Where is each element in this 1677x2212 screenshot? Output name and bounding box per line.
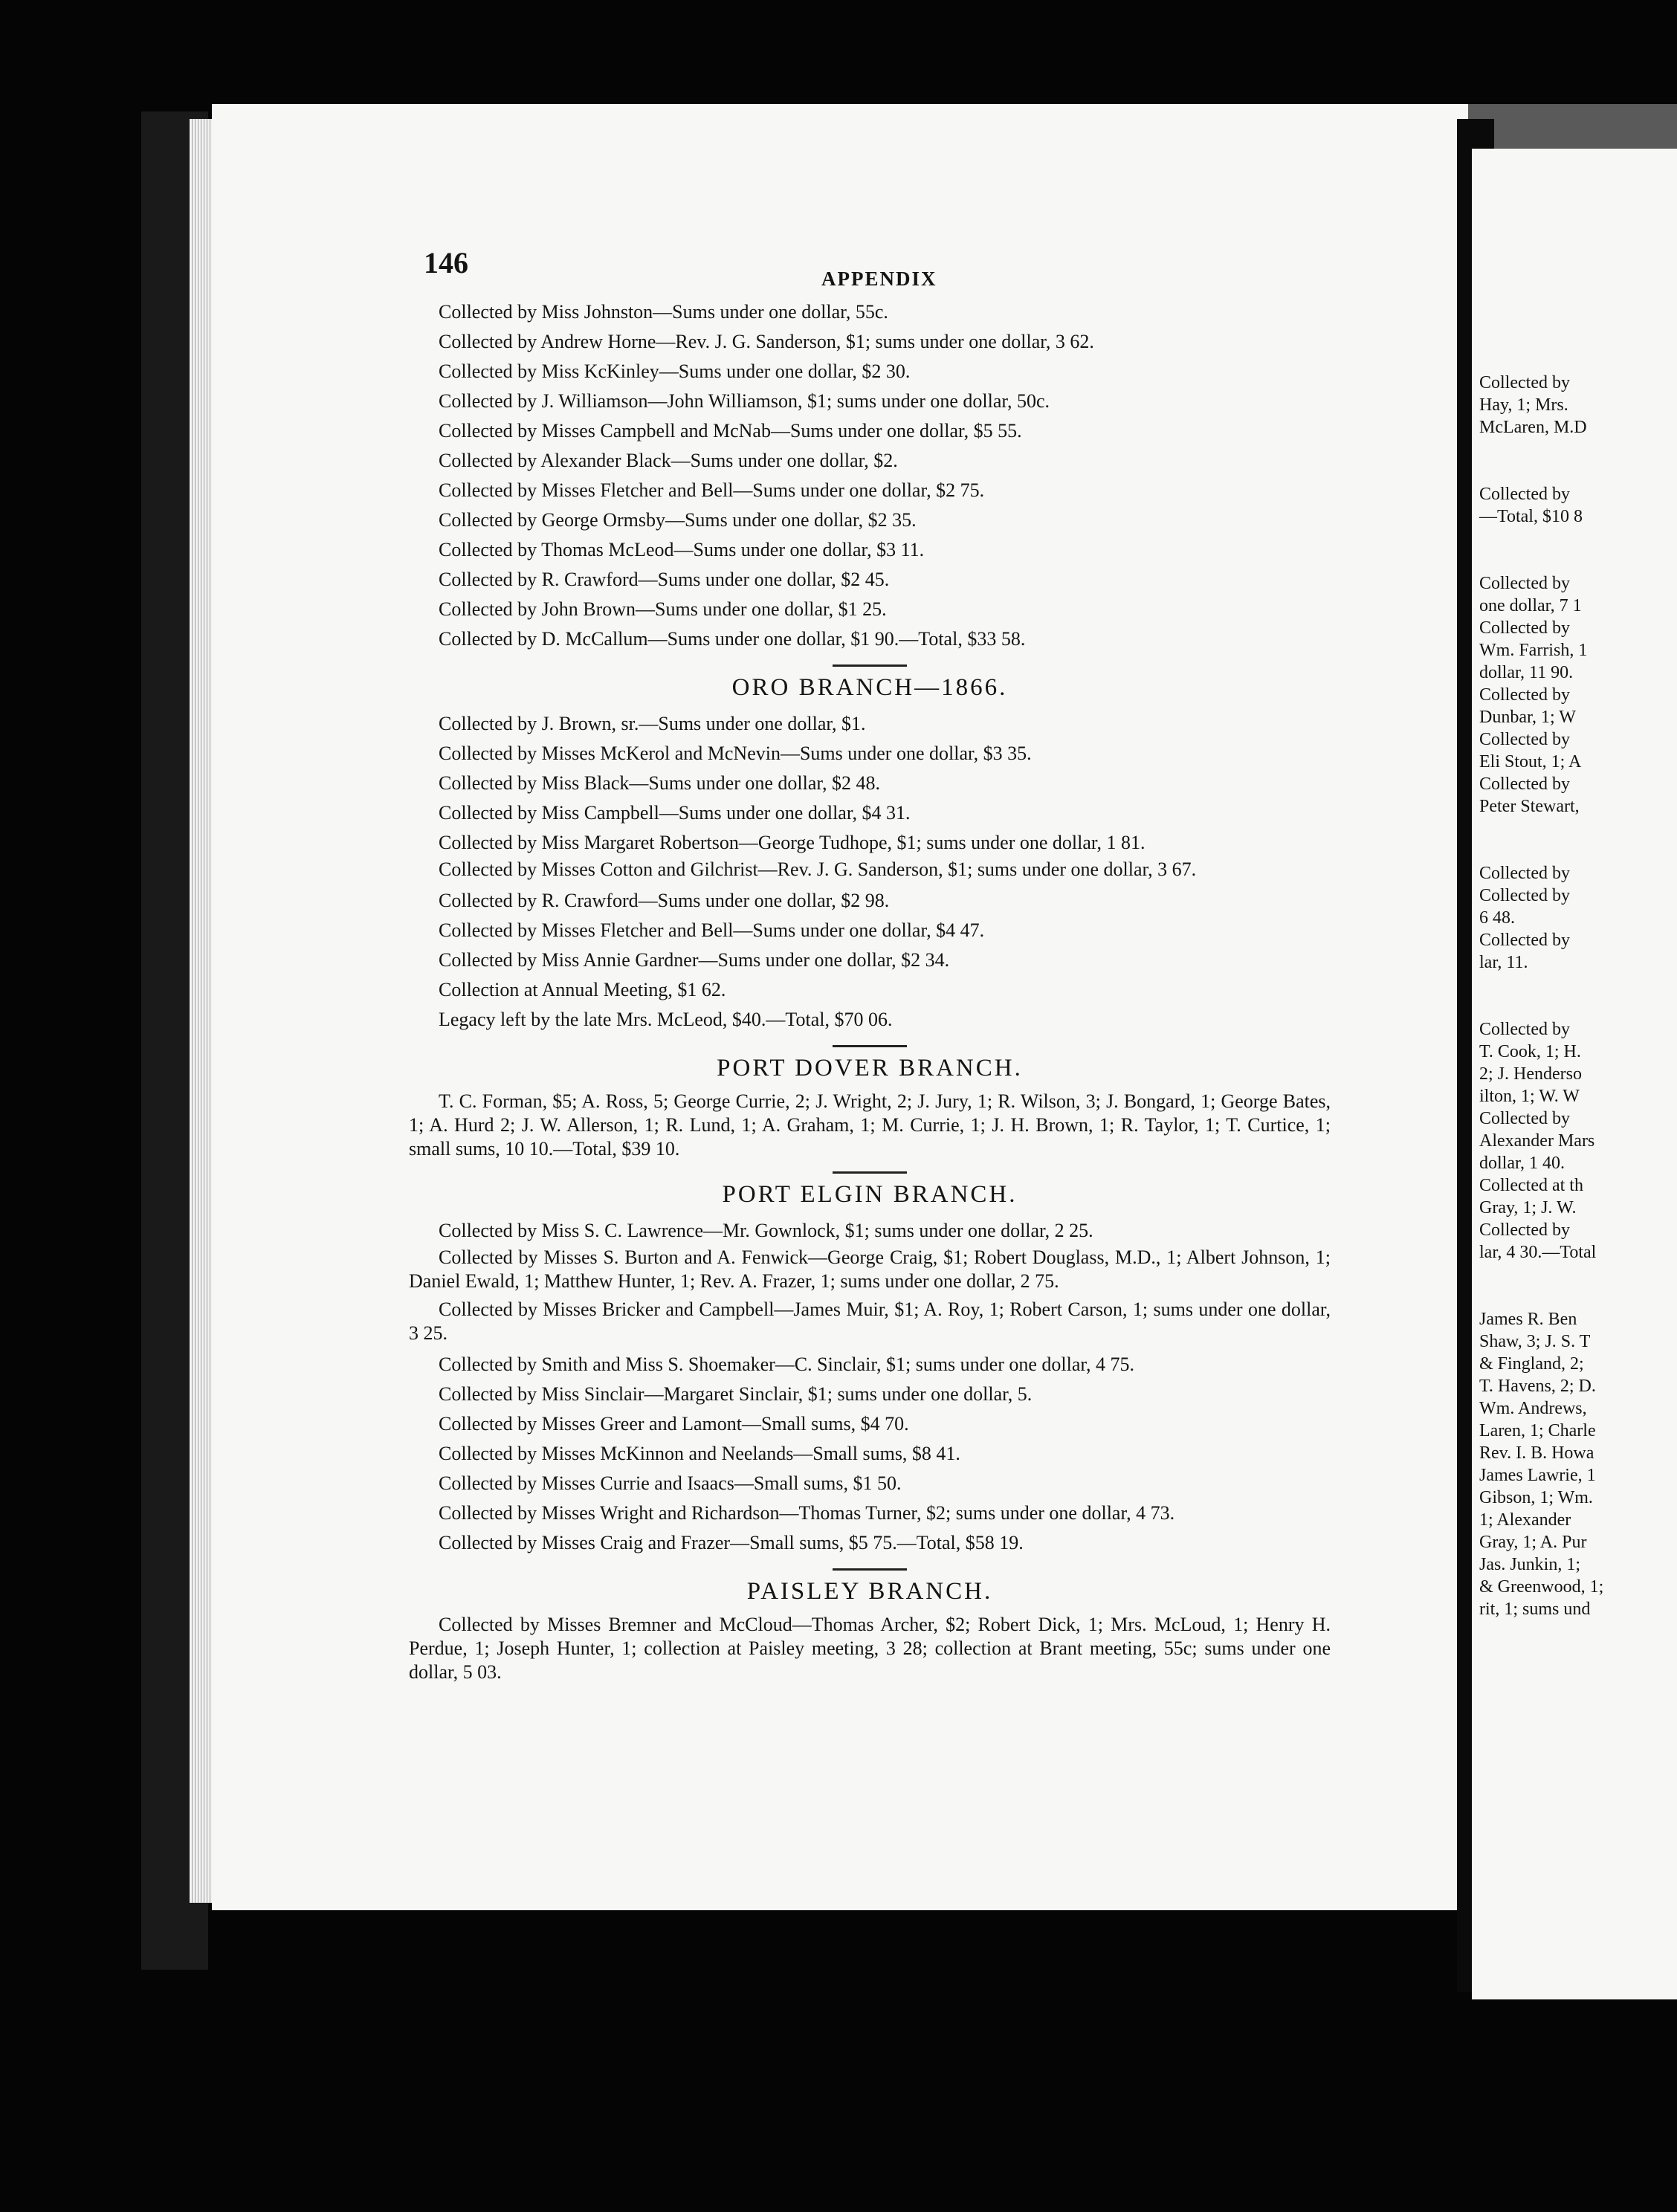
section-title: PORT ELGIN BRANCH. <box>722 1181 1018 1208</box>
list-item: Collected by Misses Currie and Isaacs—Small sums, $1 50. <box>439 1472 902 1494</box>
right-page-line: 1; Alexander <box>1479 1510 1571 1530</box>
right-page-line: Rev. I. B. Howa <box>1479 1443 1594 1463</box>
right-page-line: McLaren, M.D <box>1479 418 1587 437</box>
right-page-line: Collected by <box>1479 574 1570 593</box>
right-page-line: James R. Ben <box>1479 1310 1577 1329</box>
right-page-line: Jas. Junkin, 1; <box>1479 1555 1581 1574</box>
right-page-line: Collected at th <box>1479 1176 1583 1195</box>
right-page-line: ilton, 1; W. W <box>1479 1087 1580 1106</box>
right-page-line: Collected by <box>1479 1020 1570 1039</box>
list-item: Collected by Alexander Black—Sums under one dollar, $2. <box>439 450 898 471</box>
right-page-line: T. Cook, 1; H. <box>1479 1042 1581 1061</box>
list-item: Collected by Misses Campbell and McNab—Sums under one dollar, $5 55. <box>439 420 1022 442</box>
list-item: Collected by J. Brown, sr.—Sums under one dollar, $1. <box>439 713 866 734</box>
list-item: Collected by Miss S. C. Lawrence—Mr. Gownlock, $1; sums under one dollar, 2 25. <box>439 1220 1093 1241</box>
right-page-line: rit, 1; sums und <box>1479 1600 1591 1619</box>
list-item: Collected by Miss Campbell—Sums under one dollar, $4 31. <box>439 802 911 824</box>
right-page-line: Collected by <box>1479 864 1570 883</box>
spacer <box>1479 528 1677 572</box>
right-page-line: Hay, 1; Mrs. <box>1479 395 1568 415</box>
list-item: Collected by D. McCallum—Sums under one dollar, $1 90.—Total, $33 58. <box>439 628 1026 650</box>
list-item: Collection at Annual Meeting, $1 62. <box>439 979 726 1000</box>
list-item: T. C. Forman, $5; A. Ross, 5; George Currie, 2; J. Wright, 2; J. Jury, 1; R. Wilson, 3; J. Bongard, 1; George Bates, 1; A. Hurd 2; J. W. Allerson, 1; R. Lund, 1; A. Graham, 1; M. Currie, 1; J. H. Brown, 1; R. Taylor, 1; T. Curtice, 1; small sums, 10 10.—Total, $39 10. <box>409 1090 1331 1160</box>
list-item: Collected by Miss KcKinley—Sums under one dollar, $2 30. <box>439 360 911 382</box>
page-header <box>409 245 1331 297</box>
right-page-line: & Fingland, 2; <box>1479 1354 1584 1374</box>
right-page-line: Collected by <box>1479 886 1570 905</box>
right-page-line: Eli Stout, 1; A <box>1479 752 1582 772</box>
right-page-line: T. Havens, 2; D. <box>1479 1377 1596 1396</box>
section-divider <box>833 1045 907 1047</box>
right-page <box>1472 149 1677 1999</box>
list-item: Collected by Misses Bricker and Campbell—James Muir, $1; A. Roy, 1; Robert Carson, 1; sums under one dollar, 3 25. <box>409 1299 1331 1344</box>
right-page-line: Collected by <box>1479 685 1570 705</box>
list-item: Collected by Misses Greer and Lamont—Small sums, $4 70. <box>439 1413 909 1435</box>
port-dover-branch-section <box>409 1055 1331 1161</box>
right-page-line: 2; J. Henderso <box>1479 1064 1582 1084</box>
right-page-line: Collected by <box>1479 485 1570 504</box>
intro-section <box>409 297 1331 654</box>
list-item: Collected by J. Williamson—John Williamson, $1; sums under one dollar, 50c. <box>439 390 1050 412</box>
right-page-line: Collected by <box>1479 931 1570 950</box>
list-item: Collected by Thomas McLeod—Sums under one dollar, $3 11. <box>439 539 925 560</box>
right-page-line: Peter Stewart, <box>1479 797 1580 816</box>
right-page-line: Collected by <box>1479 730 1570 749</box>
right-page-line: Shaw, 3; J. S. T <box>1479 1332 1591 1351</box>
list-item: Collected by Misses Fletcher and Bell—Sums under one dollar, $4 47. <box>439 919 985 941</box>
list-item: Collected by Misses Fletcher and Bell—Sums under one dollar, $2 75. <box>439 479 985 501</box>
paisley-branch-section <box>409 1578 1331 1684</box>
right-page-line: Collected by <box>1479 1220 1570 1240</box>
right-page-line: Gray, 1; A. Pur <box>1479 1533 1587 1552</box>
right-page-line: Gibson, 1; Wm. <box>1479 1488 1593 1507</box>
spacer <box>1479 974 1677 1018</box>
right-page-line: Wm. Andrews, <box>1479 1399 1587 1418</box>
list-item: Collected by Misses S. Burton and A. Fenwick—George Craig, $1; Robert Douglass, M.D., 1; Albert Johnson, 1; Daniel Ewald, 1; Matthew Hunter, 1; Rev. A. Frazer, 1; sums under one dollar, 2 75. <box>409 1246 1331 1292</box>
right-page-line: dollar, 11 90. <box>1479 663 1574 682</box>
page-number: 146 <box>424 246 468 279</box>
section-title: PAISLEY BRANCH. <box>746 1578 993 1605</box>
port-elgin-branch-section <box>409 1181 1331 1558</box>
right-page-text <box>1479 372 1677 1620</box>
section-title: ORO BRANCH—1866. <box>731 674 1008 701</box>
oro-branch-section <box>409 674 1331 1035</box>
right-page-line: Collected by <box>1479 373 1570 392</box>
right-page-line: one dollar, 7 1 <box>1479 596 1582 615</box>
list-item: Collected by George Ormsby—Sums under one dollar, $2 35. <box>439 509 917 531</box>
section-divider <box>833 1568 907 1571</box>
section-title: PORT DOVER BRANCH. <box>717 1055 1023 1081</box>
right-page-line: dollar, 1 40. <box>1479 1154 1565 1173</box>
spacer <box>1479 1264 1677 1308</box>
list-item: Collected by Miss Black—Sums under one dollar, $2 48. <box>439 772 881 794</box>
right-page-line: James Lawrie, 1 <box>1479 1466 1596 1485</box>
right-page-line: Gray, 1; J. W. <box>1479 1198 1577 1217</box>
spacer <box>1479 818 1677 862</box>
list-item: Collected by Misses McKerol and McNevin—Sums under one dollar, $3 35. <box>439 743 1032 764</box>
list-item: Collected by Miss Margaret Robertson—George Tudhope, $1; sums under one dollar, 1 81. <box>439 832 1146 853</box>
spacer <box>1479 439 1677 483</box>
section-divider <box>833 1171 907 1174</box>
left-page-content <box>409 245 1331 1690</box>
right-page-line: Wm. Farrish, 1 <box>1479 641 1588 660</box>
right-page-line: Collected by <box>1479 1109 1570 1128</box>
list-item: Collected by Misses Craig and Frazer—Small sums, $5 75.—Total, $58 19. <box>439 1532 1024 1553</box>
right-page-line: Collected by <box>1479 774 1570 794</box>
list-item: Collected by John Brown—Sums under one dollar, $1 25. <box>439 598 887 620</box>
list-item: Collected by Misses Wright and Richardson—Thomas Turner, $2; sums under one dollar, 4 73. <box>439 1502 1175 1524</box>
running-head: APPENDIX <box>821 268 937 290</box>
right-page-line: Collected by <box>1479 618 1570 638</box>
section-divider <box>833 664 907 667</box>
list-item: Collected by Miss Annie Gardner—Sums under one dollar, $2 34. <box>439 949 950 971</box>
right-page-line: Alexander Mars <box>1479 1131 1595 1151</box>
list-item: Legacy left by the late Mrs. McLeod, $40.—Total, $70 06. <box>439 1009 893 1030</box>
list-item: Collected by Misses McKinnon and Neelands—Small sums, $8 41. <box>439 1443 960 1464</box>
list-item: Collected by Miss Sinclair—Margaret Sinclair, $1; sums under one dollar, 5. <box>439 1383 1033 1405</box>
list-item: Collected by R. Crawford—Sums under one dollar, $2 98. <box>439 890 890 911</box>
right-page-line: & Greenwood, 1; <box>1479 1577 1604 1597</box>
right-page-line: —Total, $10 8 <box>1479 507 1583 526</box>
list-item: Collected by Misses Bremner and McCloud—Thomas Archer, $2; Robert Dick, 1; Mrs. McLoud, 1; Henry H. Perdue, 1; Joseph Hunter, 1; collection at Paisley meeting, 3 28; collection at Brant meeting, 55c; sums under one dollar, 5 03. <box>409 1614 1331 1683</box>
list-item: Collected by R. Crawford—Sums under one dollar, $2 45. <box>439 569 890 590</box>
list-item: Collected by Andrew Horne—Rev. J. G. Sanderson, $1; sums under one dollar, 3 62. <box>439 331 1094 352</box>
list-item: Collected by Misses Cotton and Gilchrist—Rev. J. G. Sanderson, $1; sums under one dollar, 3 67. <box>439 858 1197 880</box>
right-page-line: Dunbar, 1; W <box>1479 708 1576 727</box>
list-item: Collected by Smith and Miss S. Shoemaker—C. Sinclair, $1; sums under one dollar, 4 75. <box>439 1354 1134 1375</box>
right-page-line: lar, 4 30.—Total <box>1479 1243 1597 1262</box>
list-item: Collected by Miss Johnston—Sums under one dollar, 55c. <box>439 301 888 323</box>
right-page-line: Laren, 1; Charle <box>1479 1421 1596 1440</box>
right-page-line: lar, 11. <box>1479 953 1528 972</box>
right-page-line: 6 48. <box>1479 908 1515 928</box>
